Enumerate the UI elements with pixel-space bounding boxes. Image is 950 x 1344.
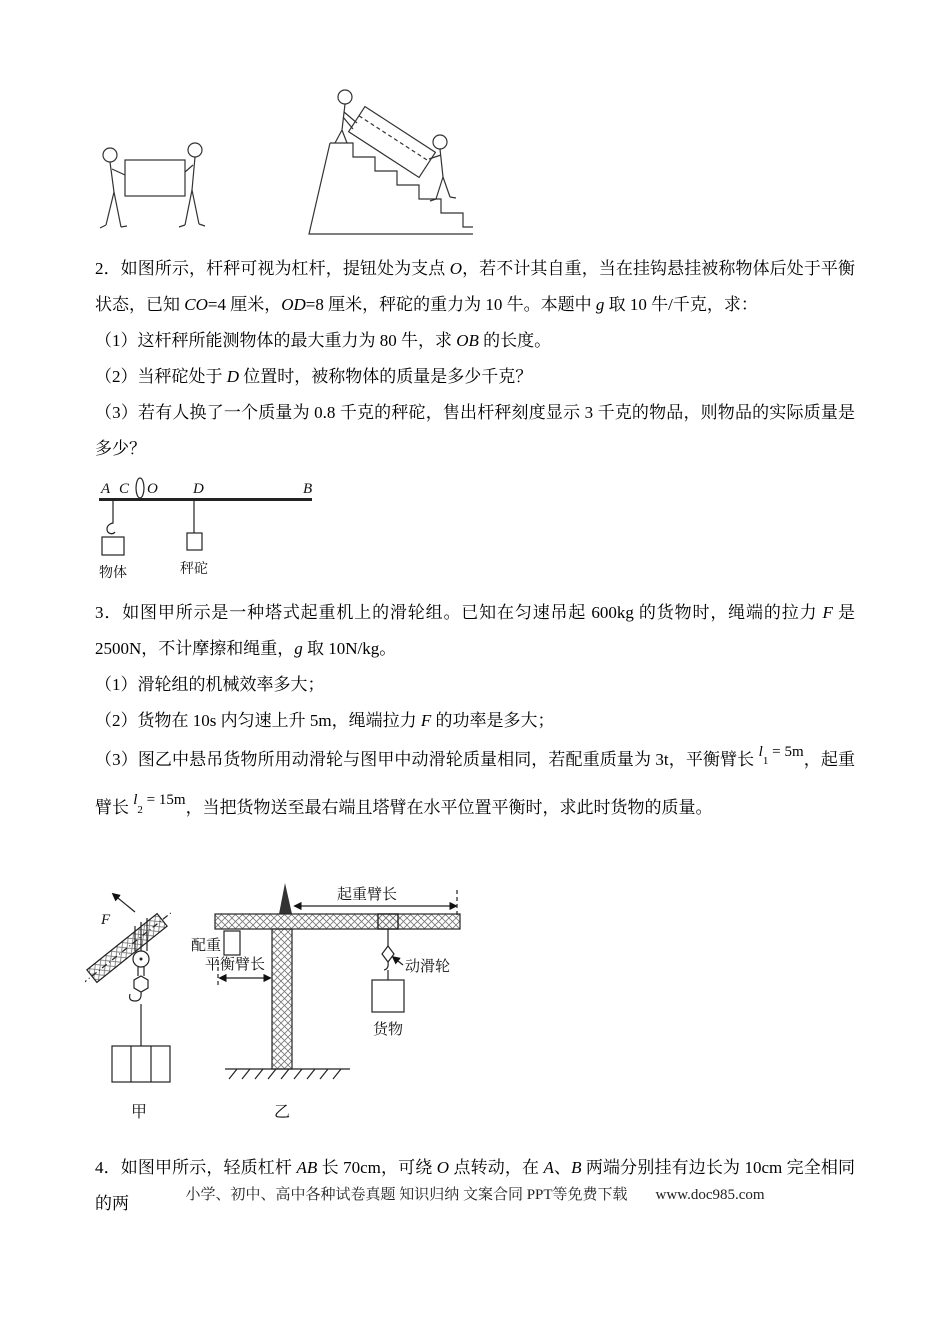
crane-arm (215, 914, 460, 929)
label-B: B (303, 481, 313, 497)
label-O: O (147, 481, 158, 497)
tower-pennant (279, 883, 292, 914)
label-D: D (193, 481, 204, 497)
carriers-flat (100, 143, 205, 228)
q3-item-3: （3）图乙中悬吊货物所用动滑轮与图甲中动滑轮质量相同，若配重质量为 3t，平衡臂长 $l_1 = 5m$，起重臂长 $l_2 = 15m$，当把货物送至最右端且塔臂在水平位置平衡时，求此时货物的质量。 (95, 744, 855, 818)
figure-carrying-box (95, 85, 475, 235)
carriers-stairs (309, 90, 473, 234)
q4-intro: 4．如图甲所示，轻质杠杆 AB 长 70cm，可绕 O 点转动，在 A、B 两端分别挂有边长为 10cm 完全相同的两 (95, 1157, 856, 1213)
hanging-object (99, 501, 127, 581)
q3-intro: 3．如图甲所示是一种塔式起重机上的滑轮组。已知在匀速吊起 600kg 的货物时，绳端的拉力 F 是 2500N，不计摩擦和绳重，g 取 10N/kg。 (95, 603, 856, 658)
goods-box (372, 980, 404, 1012)
force-arrow (113, 894, 135, 912)
figure-steelyard-lever (97, 473, 337, 585)
hook (130, 992, 142, 1001)
lever-beam (99, 498, 312, 501)
box-stairs (349, 107, 436, 178)
weight-label: 秤砣 (180, 562, 208, 577)
box-flat (125, 160, 185, 196)
footer-url: www.doc985.com (655, 1187, 765, 1203)
figure-tower-crane (85, 876, 475, 1126)
crane-tower (272, 929, 292, 1069)
label-C: C (119, 481, 130, 497)
counterweight-label: 配重 (191, 937, 222, 954)
fig-jia-pulley-block (85, 894, 177, 1121)
lifting-loop (136, 478, 144, 498)
label-jia: 甲 (131, 1103, 148, 1121)
ground-hatch (225, 1069, 350, 1079)
goods-label: 货物 (373, 1021, 404, 1038)
lifting-arm-label: 起重臂长 (337, 886, 398, 903)
hanging-weight (180, 501, 208, 577)
footer-text: 小学、初中、高中各种试卷真题 知识归纳 文案合同 PPT等免费下载 (185, 1187, 628, 1203)
label-F: F (101, 911, 111, 928)
q2-intro: 2．如图所示，杆秤可视为杠杆，提钮处为支点 O，若不计其自重，当在挂钩悬挂被称物体后处于平衡状态，已知 CO=4 厘米，OD=8 厘米，秤砣的重力为 10 牛。本题中 g 取 10 牛/千克，求： (95, 259, 856, 314)
goods-hook (384, 962, 388, 970)
movable-pulley-pointer (393, 957, 403, 965)
trolley-block (378, 914, 398, 929)
fig-yi-tower-crane (191, 883, 460, 1121)
movable-pulley-jia (134, 976, 148, 992)
balance-arm-label: 平衡臂长 (205, 956, 266, 973)
q2-item-2: （2）当秤砣处于 D 位置时，被称物体的质量是多少千克？ (95, 367, 533, 386)
stairs (309, 143, 473, 234)
q3-item-2: （2）货物在 10s 内匀速上升 5m，绳端拉力 F 的功率是多大； (95, 711, 555, 730)
q2-item-1: （1）这杆秤所能测物体的最大重力为 80 牛，求 OB 的长度。 (95, 331, 552, 350)
q2-item-3: （3）若有人换了一个质量为 0.8 千克的秤砣，售出杆秤刻度显示 3 千克的物品，则物品的实际质量是多少？ (95, 403, 855, 458)
counterweight-box (224, 931, 240, 955)
load-crates (112, 1046, 170, 1082)
q3-item-1: （1）滑轮组的机械效率多大； (95, 675, 325, 694)
movable-pulley-yi (382, 946, 394, 962)
label-yi: 乙 (274, 1103, 291, 1121)
movable-pulley-label: 动滑轮 (405, 958, 451, 975)
object-label: 物体 (99, 566, 127, 581)
label-A: A (101, 481, 111, 497)
page-footer (0, 1183, 950, 1204)
